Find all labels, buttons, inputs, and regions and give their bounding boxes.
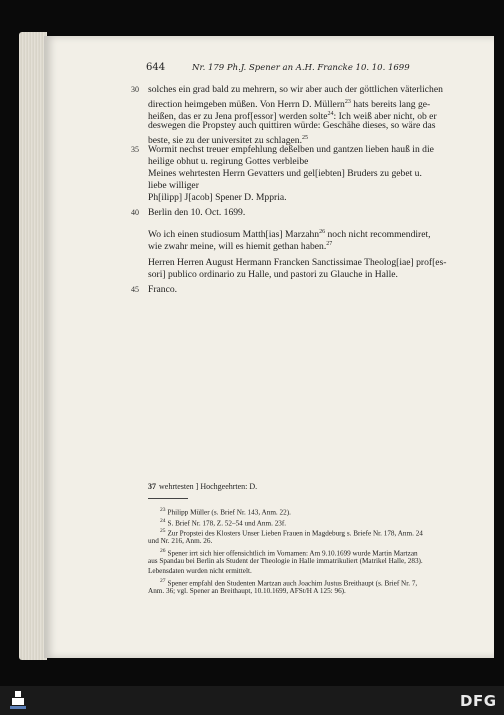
line-number: 35: [131, 145, 139, 154]
footnote-line: Anm. 36; vgl. Spener an Breithaupt, 10.10.1699, AFSt/H A 125: 96).: [148, 587, 346, 595]
page-number: 644: [146, 62, 166, 73]
footnote-line: aus Spandau bei Berlin als Student der Theologie in Halle immatrikuliert (Matrikel Halle, 283).: [148, 557, 423, 565]
footnote-line: $^{25}$ Zur Propstei des Klosters Unser Lieben Frauen in Magdeburg s. Briefe Nr. 178, Anm. 24: [160, 528, 423, 538]
text-line: sori] publico ordinario zu Halle, und pastori zu Glauche in Halle.: [148, 269, 398, 280]
footnote-ref: 24: [327, 111, 334, 117]
text-line: Meines wehrtesten Herrn Gevatters und gel[iebten] Bruders zu gebet u.: [148, 168, 422, 179]
running-header: [146, 62, 410, 76]
text-line: Berlin den 10. Oct. 1699.: [148, 207, 246, 218]
footnote-line: und Nr. 216, Anm. 26.: [148, 537, 213, 545]
line-number: 45: [131, 285, 139, 294]
footnote-line: $^{24}$ S. Brief Nr. 178, Z. 52–54 und Anm. 23f.: [160, 518, 287, 528]
page-edges: [19, 32, 47, 660]
footnote-separator: [148, 498, 188, 499]
footnote-line: Lebensdaten wurden nicht ermittelt.: [148, 567, 252, 575]
critical-apparatus: [148, 482, 257, 491]
footnote-ref: 23: [344, 99, 351, 105]
text-line: beste, sie zu der universitet zu schlagen.$^{25}$: [148, 135, 308, 147]
slub-logo-icon: [6, 689, 30, 713]
text-line: Ph[ilipp] J[acob] Spener D. Mppria.: [148, 192, 287, 203]
viewer-footer: [0, 686, 504, 715]
footnote-ref: 26: [319, 229, 326, 235]
text-line: liebe williger: [148, 180, 199, 191]
text-line: heißen, das er zu Jena prof[essor] werden solte$^{24}$: Ich weiß aber nicht, ob er: [148, 111, 437, 123]
text-line: direction heimgeben müßen. Von Herrn D. Müllern$^{23}$ hats bereits lang ge-: [148, 99, 431, 111]
text-line: Wo ich einen studiosum Matth[ias] Marzahn$^{26}$ noch nicht recommendiret,: [148, 229, 431, 241]
text-line: Wormit nechst treuer empfehlung deßelben und gantzen lieben hauß in die: [148, 144, 434, 155]
line-number: 40: [131, 208, 139, 217]
dfg-logo: DFG: [460, 692, 497, 710]
footnote-ref: 27: [326, 241, 333, 247]
text-line: solches ein grad bald zu mehrern, so wir aber auch der göttlichen väterlichen: [148, 84, 443, 95]
text-line: heilige obhut u. regirung Gottes verbleibe: [148, 156, 309, 167]
text-line: deswegen die Propstey auch quittiren würde: Geschähe dieses, so wäre das: [148, 120, 436, 131]
apparatus-text: wehrtesten ] Hochgeehrten: D.: [159, 482, 258, 491]
footnote-line: $^{23}$ Philipp Müller (s. Brief Nr. 143, Anm. 22).: [160, 507, 291, 517]
footnote-line: $^{27}$ Spener empfahl den Studenten Martzan auch Joachim Justus Breithaupt (s. Brief Nr. 7,: [160, 578, 418, 588]
text-line: Franco.: [148, 284, 178, 295]
text-line: wie zwahr meine, will es hiemit gethan haben.$^{27}$: [148, 241, 333, 253]
text-line: Herren Herren August Hermann Francken Sanctissimae Theolog[iae] prof[es-: [148, 257, 447, 268]
running-title: Nr. 179 Ph.J. Spener an A.H. Francke 10. 10. 1699: [192, 63, 410, 73]
apparatus-line-number: 37: [148, 482, 156, 491]
line-number: 30: [131, 85, 139, 94]
footnote-ref: 25: [301, 135, 308, 141]
footnote-line: $^{26}$ Spener irrt sich hier offensichtlich im Vornamen: Am 9.10.1699 wurde Martin Martzan: [160, 548, 418, 558]
